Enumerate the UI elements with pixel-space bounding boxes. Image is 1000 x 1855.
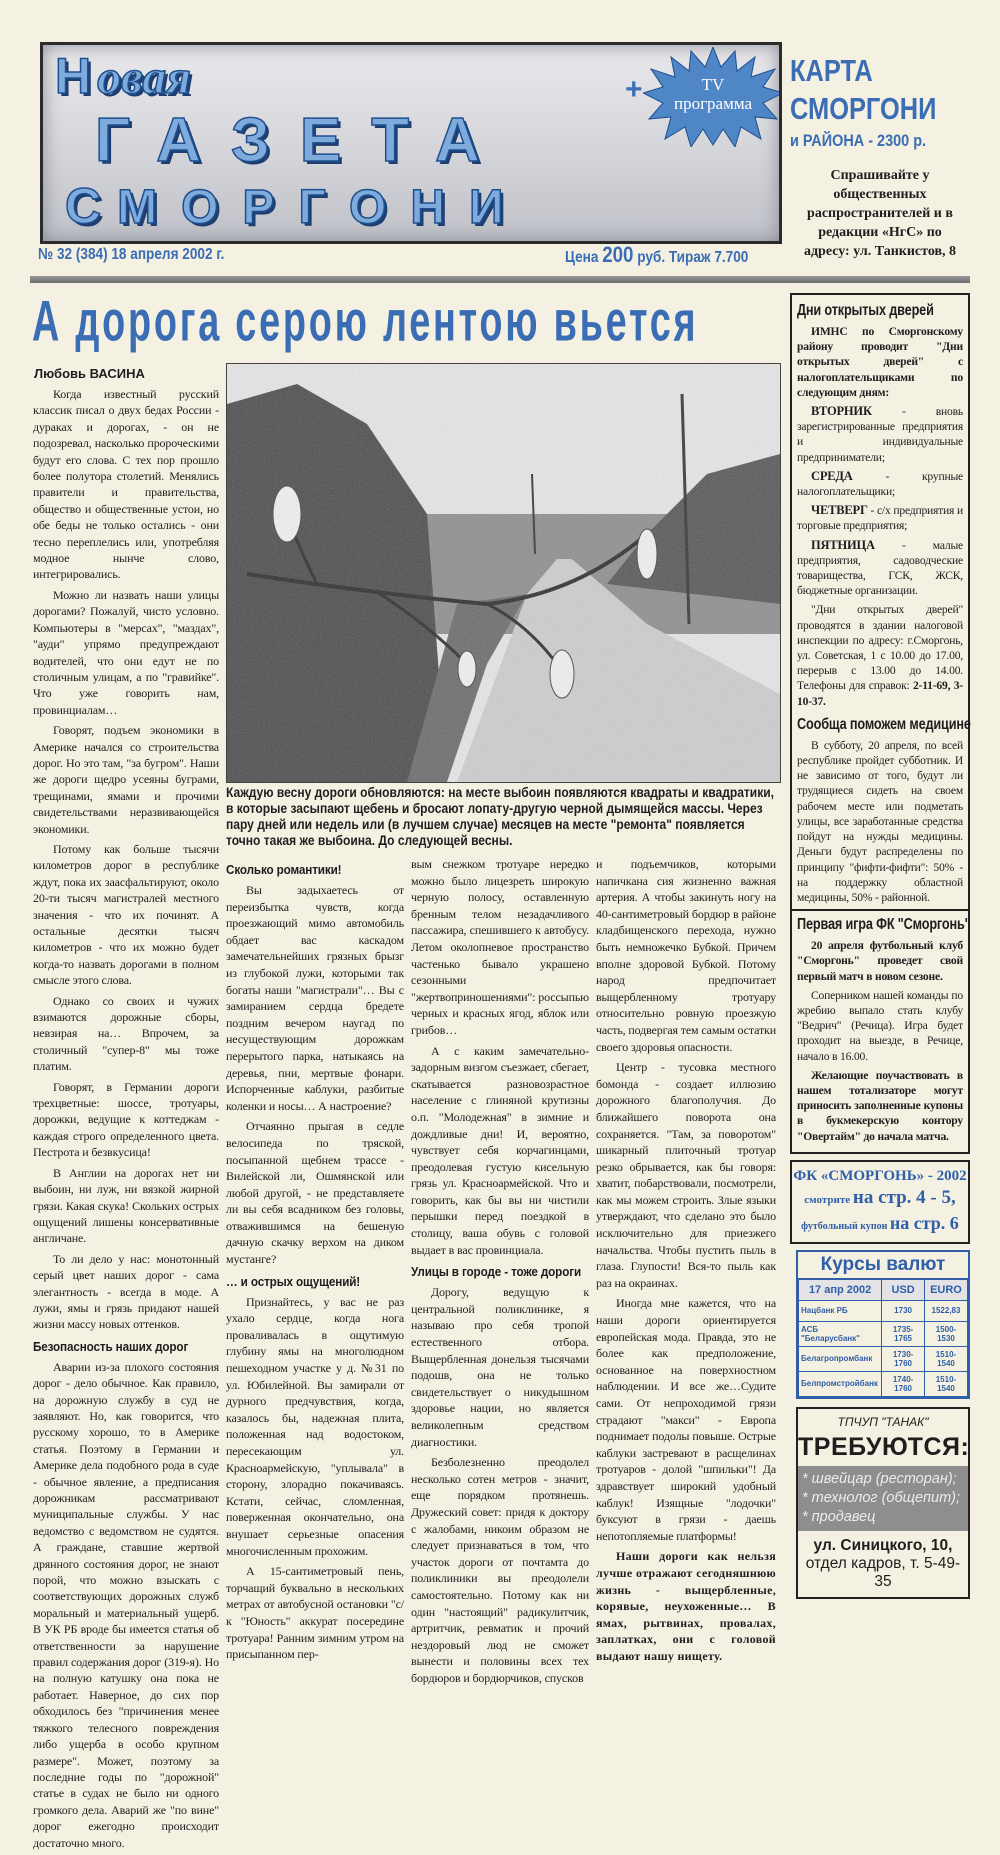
paragraph: А 15-сантиметровый пень, торчащий буквально в нескольких метрах от автобусной остановки "с/к "Юность" аккурат посередине тротуара! Ранним зимним утром на присыпанном пер- <box>226 1564 404 1662</box>
paragraph-continued: вым снежком тротуаре нередко можно было лицезреть широкую черную полосу, оставленную бренным телом незадачливого пассажира, спешившего к автобусу. Летом околопневое пространство частенько бывало украшено сезонными "жертвоприношениями": россыпью черных и красных ягод, яблок или грибов… <box>411 857 589 1037</box>
promo-line-1: КАРТА <box>790 53 873 88</box>
paragraph-bold: Наши дороги как нельзя лучше отражают сегодняшнюю жизнь - выщербленные, корявые, неухоженные… В ямах, рытвинах, провалах, заплатках, они с головой выдают нашу нищету. <box>596 1549 776 1663</box>
open-days-footer <box>797 602 963 708</box>
masthead-logo <box>40 42 782 244</box>
fk-promo-box <box>790 1160 970 1244</box>
paragraph: Отчаянно прыгая в седле велосипеда по тряской, посыпанной щебнем трассе - Вилейской ли, Ошмянской или любой другой, - не представляете ли вы себя всадником без головы, отважившимся на бешеную дачную скачку верхом на диком мустанге? <box>226 1119 404 1267</box>
tv-program-badge <box>653 75 773 113</box>
football-section <box>792 909 971 1144</box>
bank-name: Белагропромбанк <box>799 1346 882 1371</box>
subheading: Сколько романтики! <box>226 862 342 877</box>
open-days-intro: ИМНС по Сморгонскому району проводит "Дни открытых дверей" с налогоплательщиками по следующим дням: <box>797 325 963 399</box>
fk-promo-see: смотрите <box>804 1193 853 1206</box>
article-column-3 <box>411 856 589 1691</box>
open-day-text: - крупные налогоплательщики; <box>797 469 963 499</box>
open-day-item <box>797 503 963 533</box>
logo-word-ovaya: овая <box>97 51 191 104</box>
rates-row <box>799 1300 968 1321</box>
rate-value: 1730-1760 <box>882 1346 925 1371</box>
job-ad-address <box>798 1537 968 1591</box>
logo-letter-n: Н <box>55 48 92 104</box>
job-item: * швейцар (ресторан); <box>802 1470 957 1487</box>
paragraph: Можно ли назвать наши улицы дорогами? Пожалуй, чисто условно. Компьютеры в "мерсах", "маздах", "ауди" упрямо предупреждают водителей, что они едут не по столичным улицам, а по "гравийке". Что уже говорить нам, провинциалам… <box>33 587 219 717</box>
sidebar-news-box <box>790 293 970 1154</box>
logo-row-2 <box>55 105 625 177</box>
medicine-text: В субботу, 20 апреля, по всей республике пройдет субботник. И не зависимо от того, будут ли трудящиеся сидеть на своем рабочем месте или подметать улицы, все заработанные средства пойдут на нужды медицины. Деньги будут распределены по принципу "фифти-фифти": 50% - на поддержку областной медицины, 50% - районной. <box>797 738 963 904</box>
paragraph: Однако со своих и чужих взимаются дорожные сборы, невзирая на… Впрочем, за столичный "супер-8" мы тоже платим. <box>33 993 219 1074</box>
issue-info: № 32 (384) 18 апреля 2002 г. <box>38 246 225 263</box>
bank-name: Нацбанк РБ <box>799 1300 882 1321</box>
open-day-item <box>797 404 963 465</box>
paragraph: То ли дело у нас: монотонный серый цвет наших дорог - сама элегантность - всегда в моде. А лужи, ямы и грязь придают нашей жизни массу новых оттенков. <box>33 1251 219 1332</box>
medicine-section <box>797 715 971 905</box>
open-day-name: ПЯТНИЦА <box>811 537 875 552</box>
job-ad-title: ТРЕБУЮТСЯ: <box>798 1432 970 1461</box>
logo-word-smorgoni: МОРГОНИ <box>117 181 528 234</box>
promo-note: Спрашивайте у общественных распространителей и в редакции «НгС» по адресу: ул. Танкистов, 8 <box>803 168 957 259</box>
job-item: * технолог (общепит); <box>802 1489 961 1506</box>
fk-promo-coupon-page: на стр. 6 <box>889 1212 959 1233</box>
price-suffix: руб. Тираж 7.700 <box>637 249 749 266</box>
headline: А дорога серою лентою вьется <box>32 290 699 354</box>
open-day-name: СРЕДА <box>811 468 853 483</box>
promo-line-2: СМОРГОНИ <box>790 91 937 126</box>
football-p1: 20 апреля футбольный клуб "Сморгонь" проведет свой первый матч в новом сезоне. <box>797 939 963 983</box>
job-ad-list <box>798 1466 968 1531</box>
plus-sign: + <box>625 73 643 106</box>
divider <box>30 276 970 283</box>
paragraph: Потому как больше тысячи километров дорог в республике ждут, пока их заасфальтируют, около 20-ти тысяч магистралей местного значения - что их починят. А остальные десятки тысяч километров - что их можно будет когда-то назвать дорогами в полном смысле этого слова. <box>33 841 219 988</box>
rates-row <box>799 1346 968 1371</box>
paragraph: Иногда мне кажется, что на наши дороги ориентируется европейская мода. Правда, это не более как предположение, основанное на поверхностном наблюдении. И все же…Судите сами. От непроходимой грязи страдают "макси" - Европа поднимает подолы повыше. Острые каблуки застревают в расщелинах тротуаров - долой "шпильки"! Да здравствует широкий удобный каблук! Изящные "лодочки" буксуют в грязи - даешь непотопляемые платформы! <box>596 1296 776 1543</box>
map-promo <box>790 52 975 261</box>
rates-row <box>799 1321 968 1346</box>
open-days-footer-text: "Дни открытых дверей" проводятся в здании налоговой инспекции по адресу: г.Сморгонь, ул. Советская, 1 с 10.00 до 17.00, перерыв с 13.00 до 14.00. Телефоны для справок: <box>797 603 963 693</box>
tv-label: TV <box>701 75 725 94</box>
rates-header-cell: USD <box>882 1279 925 1300</box>
job-ad-address-line-1: ул. Синицкого, 10, <box>813 1536 953 1554</box>
paragraph: Вы задыхаетесь от переизбытка чувств, когда проезжающий мимо автомобиль обдает вас каскадом замечательнейших грязных брызг из глубокой лужи, которыми так богаты наши "магистрали"… Вы с замиранием сердца бредете поздним вечером наугад по несуществующим дорожкам перерытого парка, натыкаясь на деревья, пни, мертвые фонари. Испорченные каблуки, разбитые коленки и носы… А настроение? <box>226 883 404 1113</box>
rate-value: 1510-1540 <box>924 1371 967 1396</box>
logo-row-3 <box>55 177 625 235</box>
paragraph: А с каким замечательно-задорным визгом съезжает, сбегает, скатывается разновозрастное население с глиняной крутизны о.п. "Молодежная" в зимние и дождливые дни! И, вероятно, чувствует себя корчагинцами, преодолевая густую кисельную грязь ул. Красноармейской. Что и говорить, как бы вы ни чистили перышки перед поездкой в столицу, ваша обувь с головой выдает в вас провинциала. <box>411 1043 589 1257</box>
open-day-text: - вновь зарегистрированные предприятия и индивидуальные предприниматели; <box>797 405 963 464</box>
photo-illustration <box>227 364 780 782</box>
football-title: Первая игра ФК "Сморгонь" <box>797 916 971 934</box>
rate-value: 1735-1765 <box>882 1321 925 1346</box>
photo-caption: Каждую весну дороги обновляются: на месте выбоин появляются квадраты и квадратики, в которые засыпают щебень и бросают лопату-другую черной дымящейся массы. Через пару дней или недель или (в лучшем случае) месяцев на месте "ремонта" появляется точно такая же выбоина. До следующей весны. <box>226 784 774 848</box>
open-day-item <box>797 538 963 599</box>
paragraph: Дорогу, ведущую к центральной поликлинике, я называю про себя тропой естественного отбора. Выщербленная донельзя тысячами подошв, она не только свидетельствует о никудышном здоровье нации, но является великолепным средством диагностики. <box>411 1285 589 1449</box>
promo-heading <box>790 52 975 152</box>
open-day-text: - малые предприятия, садоводческие товарищества, ГСК, ЖСК, бюджетные организации. <box>797 538 963 598</box>
rate-value: 1500-1530 <box>924 1321 967 1346</box>
tv-program-label: программа <box>673 94 753 113</box>
exchange-rates-table <box>796 1250 970 1399</box>
paragraph: Признайтесь, у вас не раз ухало сердце, когда нога проваливалась в ощутимую глубину ямы на многолюдном пешеходном участке у д. №31 по ул. Юбилейной. Вы замирали от дурного предчувствия, когда, казалось бы, надежная плита, положенная над водостоком, пересекающим ул. Красноармейскую, "уплывала" в сторону, злорадно покачиваясь. Кстати, сейчас, сломленная, поверженная окончательно, она внушает серьезные опасения многочисленным прохожим. <box>226 1294 404 1558</box>
open-day-text: - с/х предприятия и торговые предприятия; <box>797 504 963 533</box>
fk-promo-coupon: футбольный купон <box>801 1220 890 1232</box>
open-day-item <box>797 469 963 499</box>
road-photo <box>226 363 781 783</box>
article-lower-section <box>226 784 781 1691</box>
paragraph: Безболезненно преодолел несколько сотен метров - значит, еще порядком протянешь. Дружеский совет: придя к доктору с жалобами, никоим образом не следует признаваться в том, что участок дороги от почтамта до поликлиники вы преодолели самостоятельно. Потому как ни один "настоящий" радикулитчик, артритчик, ревматик и прочий нездоровый люд не сможет вынести и половины всех тех бордюров и бордюрчиков, спусков <box>411 1455 589 1685</box>
rate-value: 1522,83 <box>924 1300 967 1321</box>
open-day-name: ВТОРНИК <box>811 404 872 419</box>
job-ad <box>796 1407 970 1599</box>
sidebar <box>790 293 970 1599</box>
article-lower-columns <box>226 856 781 1691</box>
subheading: Безопасность наших дорог <box>33 1338 189 1354</box>
phone-numbers: 2-11-69, 3-10-37. <box>797 679 963 708</box>
paragraph: Говорят, в Германии дороги трехцветные: шоссе, тротуары, дорожки, ведущие к коттеджам - каждая строго определенного цвета. Пестрота и безвкусица! <box>33 1079 219 1160</box>
open-days-title: Дни открытых дверей <box>797 302 934 319</box>
subheading: … и острых ощущений! <box>226 1273 361 1289</box>
rate-value: 1740-1760 <box>882 1371 925 1396</box>
logo-word-gazeta: ГАЗЕТА <box>95 106 510 175</box>
football-p2: Соперником нашей команды по жребию выпало стать клубу "Ведрич" (Речица). Игра будет проходит на выезде, в Речице, начало в 16.00. <box>797 988 963 1063</box>
byline: Любовь ВАСИНА <box>34 366 145 381</box>
promo-line-3: и РАЙОНА - 2300 р. <box>790 131 927 150</box>
rates-header-cell: 17 апр 2002 <box>799 1279 882 1300</box>
subheading: Улицы в городе - тоже дороги <box>411 1264 582 1280</box>
paragraph: Центр - тусовка местного бомонда - создает иллюзию дорожного благополучия. До ближайшего поворота она сохраняется. "Там, за поворотом" шикарный плиточный тротуар резко обрывается, как бы говоря: хватит, побарствовали, посмотрели, как мы можем строить. Злые языки утверждают, что сделано это было исключительно для приезжего начальства. Чтобы пустить пыль в глаза. Глупости! Вся-то пыль как раз на окраинах. <box>596 1060 776 1290</box>
paragraph: В Англии на дорогах нет ни выбоин, ни луж, ни вязкой жирной грязи. Какая скука! Скольких острых ощущений лишены консервативные англичане. <box>33 1165 219 1246</box>
football-p3: Желающие поучаствовать в нашем тотализаторе могут приносить заполненные купоны в букмекерскую контору "Овертайм" до начала матча. <box>797 1068 963 1143</box>
article-column-4 <box>596 856 776 1691</box>
paragraph: Говорят, подъем экономики в Америке начался со строительства дорог. Но это там, "за бугром". Наши же дороги щедро усеяны буграми, трещинами, ямами и прочими свидетельствами неразвивающейся экономики. <box>33 723 219 836</box>
rates-header-row <box>799 1279 968 1300</box>
job-item: * продавец <box>802 1508 876 1525</box>
job-ad-company: ТПЧУП "ТАНАК" <box>837 1414 929 1429</box>
open-day-name: ЧЕТВЕРГ <box>811 503 868 518</box>
rate-value: 1730 <box>882 1300 925 1321</box>
price-prefix: Цена <box>565 249 599 266</box>
price-info <box>565 242 748 268</box>
paragraph: Аварии из-за плохого состояния дорог - дело обычное. Как правило, на дорожную службу в суд не заявляют. Но, как говорится, что русскому хорошо, то в Америке статья. Поэтому в Германии и Америке дела подобного рода в суде - обычное явление, а предписания дорожникам рассматривают муниципальные службы. У нас ведомство с ведомством не судятся. А граждане, ставшие жертвой дрянного состояния дорог, не знают порой, что можно взыскать с соответствующих дорожных служб моральный и материальный ущерб. В УК РБ вроде бы имеется статья об ответственности за нарушение правил содержания дорог (319-я). Но на полную катушку она пока не работает. Наверное, до сих пор обходилось без "причинения менее тяжкого телесного повреждения либо ущерба в особо крупном размере". Может, поэтому за последние годы по "дорожной" статье в судах не было ни одного громкого дела. Аварий же "по вине" дорог ежегодно происходит достаточно много. <box>33 1359 219 1850</box>
article-column-2 <box>226 856 404 1691</box>
rate-value: 1510-1540 <box>924 1346 967 1371</box>
article-column-1 <box>33 386 219 1855</box>
fk-promo-pages: на стр. 4 - 5, <box>852 1186 956 1208</box>
logo-row-1 <box>55 47 625 105</box>
open-days-section <box>797 301 963 709</box>
medicine-title: Сообща поможем медицине <box>797 715 971 733</box>
logo-wordmark <box>55 47 625 235</box>
bank-name: АСБ "Беларусбанк" <box>799 1321 882 1346</box>
paragraph-continued: и подъемчиков, которыми напичкана сия жизненно важная артерия. А чтобы закинуть ногу на 40-сантиметровый бордюр в районе кладбищенского перехода, нужно быть немножечко Бубкой. Причем вполне здоровой Бубкой. Потому народ предпочитает выщербленному тротуару относительно ровную проезжую часть, подвергая тем самым остатки своего здоровья опасности. <box>596 857 776 1054</box>
price-value: 200 <box>602 242 634 267</box>
paragraph: Когда известный русский классик писал о двух бедах России - дураках и дорогах, - он не подозревал, насколько пророческими будут его слова. С тех пор прошло более полутора столетий. Менялись правители и правительства, общество и общественные устои, но обе беды не только остались - они тесно переплелись или, употребляя модное нынче слово, интегрировались. <box>33 387 219 582</box>
rates-row <box>799 1371 968 1396</box>
rates-header-cell: EURO <box>924 1279 967 1300</box>
logo-letter-s: С <box>65 178 102 234</box>
job-ad-address-line-2: отдел кадров, т. 5-49-35 <box>805 1554 961 1590</box>
bank-name: Белпромстройбанк <box>799 1371 882 1396</box>
open-days-list <box>797 404 963 598</box>
fk-promo-line-1: ФК «СМОРГОНЬ» - 2002 <box>793 1167 967 1184</box>
rates-title: Курсы валют <box>798 1252 968 1279</box>
